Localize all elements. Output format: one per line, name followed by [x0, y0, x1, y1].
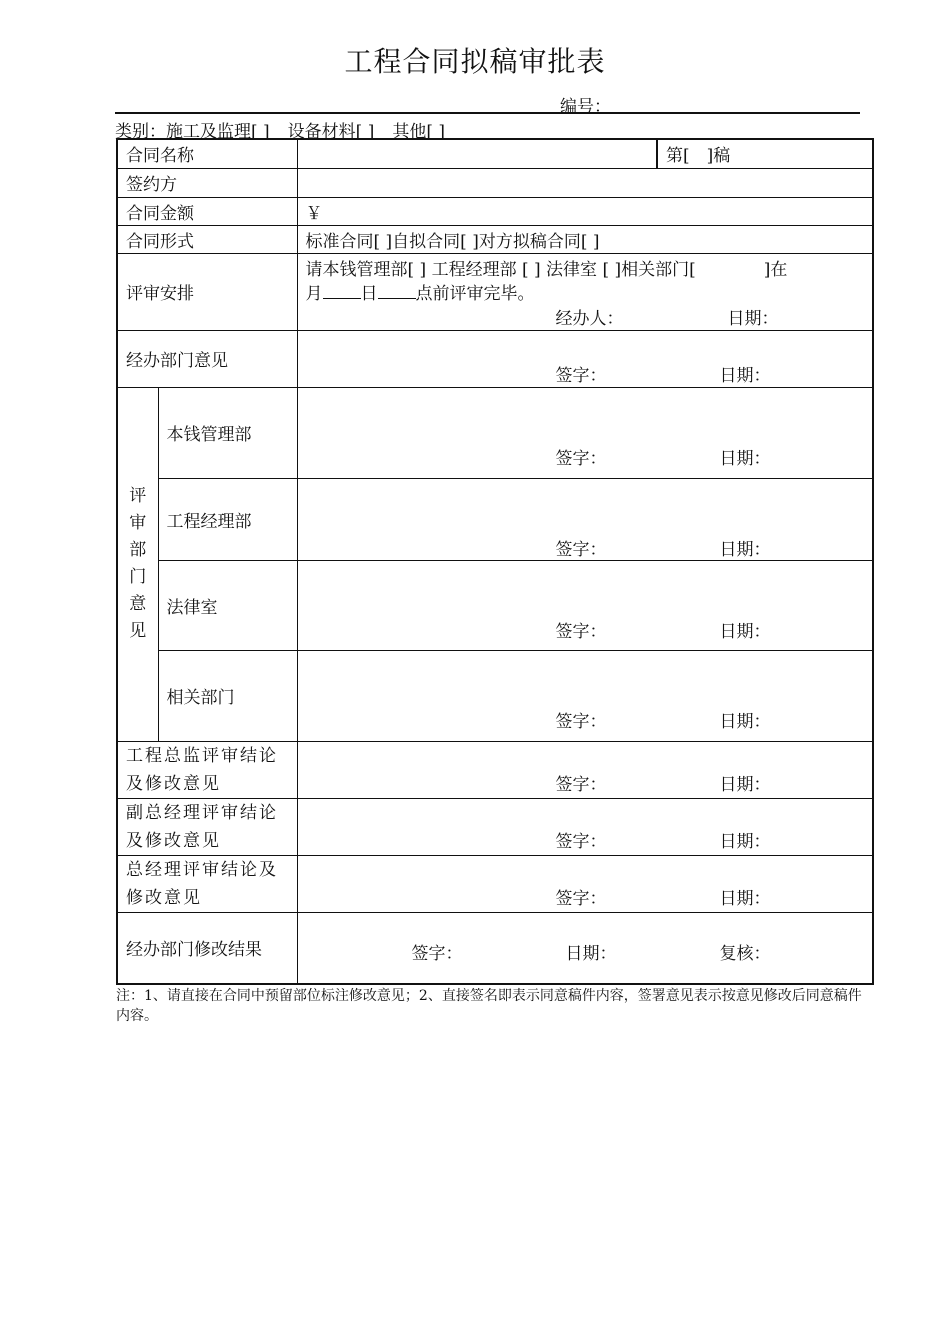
handling-dept-opinion-field[interactable]	[297, 330, 873, 387]
date-label: 日期：	[719, 365, 771, 386]
sign-label: 签字：	[555, 711, 607, 732]
contract-name-label: 合同名称	[117, 139, 297, 168]
modify-result-label: 经办部门修改结果	[117, 912, 297, 984]
handler-label: 经办人：	[555, 308, 624, 329]
handling-dept-opinion-label: 经办部门意见	[117, 330, 297, 387]
row-signing-party	[117, 168, 873, 197]
serial-number-line	[115, 112, 860, 114]
review-dept-label: 工程经理部	[158, 478, 297, 560]
category-option-other[interactable]: 其他[ ]	[392, 122, 446, 142]
review-dept-group-text: 评审部门意见	[129, 486, 147, 641]
review-day-label: 日	[360, 283, 378, 304]
row-contract-name	[117, 139, 873, 168]
date-label: 日期：	[719, 711, 771, 732]
form-title: 工程合同拟稿审批表	[344, 45, 606, 78]
review-dept-opinion-field[interactable]	[297, 387, 873, 478]
review-dept-label: 法律室	[158, 560, 297, 650]
sign-label: 签字：	[555, 774, 607, 795]
contract-name-field[interactable]	[297, 139, 657, 168]
chief-supervisor-label: 工程总监评审结论及修改意见	[117, 741, 297, 798]
category-option-construction[interactable]: 施工及监理[ ]	[166, 122, 270, 142]
footnote: 注：1、请直接在合同中预留部位标注修改意见；2、直接签名即表示同意稿件内容，签署意见表示按意见修改后同意稿件内容。	[116, 988, 862, 1024]
deputy-gm-field[interactable]	[297, 798, 873, 855]
draft-number-field[interactable]: 第[ ]稿	[657, 139, 873, 168]
row-contract-amount	[117, 197, 873, 225]
date-label: 日期：	[719, 448, 771, 469]
row-review-dept-related	[117, 650, 873, 741]
gm-field[interactable]	[297, 855, 873, 912]
date-label: 日期：	[719, 888, 771, 909]
recheck-label: 复核：	[719, 943, 771, 964]
contract-amount-label: 合同金额	[117, 197, 297, 225]
review-dept-label: 本钱管理部	[158, 387, 297, 478]
category-option-equipment[interactable]: 设备材料[ ]	[287, 122, 375, 142]
row-review-dept-legal	[117, 560, 873, 650]
contract-form-label: 合同形式	[117, 225, 297, 253]
review-arrangement-line1: 请本钱管理部[ ] 工程经理部 [ ] 法律室 [ ]相关部门[ ]在	[305, 259, 788, 280]
row-review-dept-engineering	[117, 478, 873, 560]
serial-number-label: 编号：	[560, 97, 611, 117]
deputy-gm-label: 副总经理评审结论及修改意见	[117, 798, 297, 855]
review-month-label: 月	[305, 283, 323, 304]
review-deadline-tail: 点前评审完毕。	[415, 283, 535, 304]
row-deputy-gm	[117, 798, 873, 855]
review-dept-label: 相关部门	[158, 650, 297, 741]
date-label: 日期：	[565, 943, 617, 964]
review-dept-opinion-field[interactable]	[297, 650, 873, 741]
row-modify-result	[117, 912, 873, 984]
arrangement-date-label: 日期：	[727, 308, 779, 329]
review-hour-blank[interactable]	[378, 284, 416, 299]
modify-result-field[interactable]	[297, 912, 873, 984]
sign-label: 签字：	[555, 888, 607, 909]
chief-supervisor-field[interactable]	[297, 741, 873, 798]
gm-label: 总经理评审结论及修改意见	[117, 855, 297, 912]
date-label: 日期：	[719, 774, 771, 795]
row-handling-dept-opinion	[117, 330, 873, 387]
review-dept-group-label	[117, 387, 158, 741]
row-review-dept-cost	[117, 387, 873, 478]
review-arrangement-field[interactable]	[297, 253, 873, 330]
row-gm	[117, 855, 873, 912]
review-dept-opinion-field[interactable]	[297, 560, 873, 650]
contract-amount-field[interactable]: ￥	[297, 197, 873, 225]
row-review-arrangement	[117, 253, 873, 330]
approval-form-table	[116, 138, 874, 985]
category-label: 类别：	[115, 122, 166, 142]
review-arrangement-label: 评审安排	[117, 253, 297, 330]
review-dept-opinion-field[interactable]	[297, 478, 873, 560]
review-arrangement-text	[306, 258, 866, 306]
row-chief-supervisor	[117, 741, 873, 798]
review-month-blank[interactable]	[323, 284, 361, 299]
signing-party-field[interactable]	[297, 168, 873, 197]
sign-label: 签字：	[555, 539, 607, 560]
sign-label: 签字：	[555, 448, 607, 469]
row-contract-form	[117, 225, 873, 253]
date-label: 日期：	[719, 539, 771, 560]
sign-label: 签字：	[555, 365, 607, 386]
date-label: 日期：	[719, 831, 771, 852]
date-label: 日期：	[719, 621, 771, 642]
sign-label: 签字：	[411, 943, 463, 964]
contract-form-options[interactable]: 标准合同[ ]自拟合同[ ]对方拟稿合同[ ]	[297, 225, 873, 253]
sign-label: 签字：	[555, 621, 607, 642]
signing-party-label: 签约方	[117, 168, 297, 197]
sign-label: 签字：	[555, 831, 607, 852]
